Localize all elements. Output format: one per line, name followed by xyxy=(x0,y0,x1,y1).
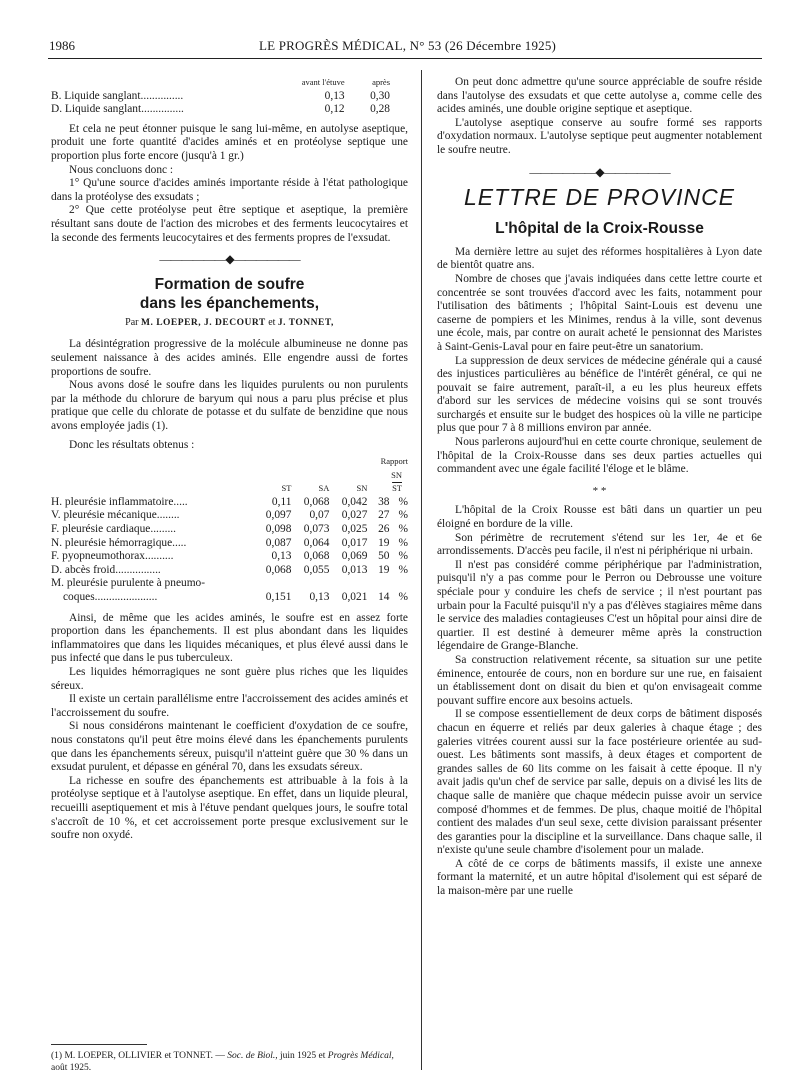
paragraph: Son périmètre de recrutement s'étend sur les 1er, 4e et 6e arrondissements. D'accès peu facile, il n'est ni périphérique ni urbain. xyxy=(437,531,762,558)
paragraph: La désintégration progressive de la molécule albumineuse ne donne pas seulement naissance à des acides aminés. Elle engendre aussi de fortes proportions de soufre. xyxy=(51,338,408,378)
paragraph: L'autolyse aseptique conserve au soufre formé ses rapports d'oxydation normaux. L'autolyse septique peut augmenter notablement le soufre neutre. xyxy=(437,116,762,156)
col-header-apres: après xyxy=(372,77,390,87)
results-table: Rapport SN ST SA SN $\overline{ST}$ H. pleurésie inflammatoire..... 0,11 0,068 0,042 38 % V. pleurésie mécanique........ 0,097 0,07 0,027 27 % F. pleurésie cardiaque......... 0,098 0,073 0,025 26 % N. pleurésie hémorragique..... 0,087 0,064 0,017 19 % F. pyopneumothorax.......... 0,13 0,068 0,069 50 % D. abcès froid................ 0,068 0,055 0,013 19 % M. pleurésie purulente à pneumo- coques...................... 0,151 0,13 0,021 14 % xyxy=(51,456,408,603)
col-header-avant: avant l'étuve xyxy=(301,77,345,87)
ornament-divider: ——————◆—————— xyxy=(159,252,300,267)
paragraph: Ma dernière lettre au sujet des réformes hospitalières à Lyon date de bientôt quatre ans. xyxy=(437,245,762,272)
footnote-rule xyxy=(51,1044,147,1045)
table-row: coques...................... 0,151 0,13 0,021 14 % xyxy=(63,591,408,603)
page-number: 1986 xyxy=(49,38,75,53)
paragraph: Les liquides hémorragiques ne sont guère plus riches que les liquides séreux. xyxy=(51,665,408,692)
paragraph: Nombre de choses que j'avais indiquées dans cette lettre courte et concentrée se sont trouvées d'accord avec les faits, notamment pour l'utilisation des bâtiments ; l'hôpital Saint-Louis est devenu une caserne de pompiers et les Minimes, rendus à la ville, sont devenus une école, mais, par contre on aurait acheté le pensionnat des Maristes à Saint-Genis-Laval pour en faire peut-être un sanatorium. xyxy=(437,272,762,353)
table-row: D. abcès froid................ 0,068 0,055 0,013 19 % xyxy=(51,563,408,576)
paragraph: Nous avons dosé le soufre dans les liquides purulents ou non purulents par la méthode du chlorure de baryum qui nous a paru plus précise et plus pratique que celle du chlorate de potasse et du sulfate de benzidine que nous avons employée jadis (1). xyxy=(51,379,408,432)
byline: Par M. LOEPER, J. DECOURT et J. TONNET, xyxy=(125,316,334,328)
ornament-divider: ——————◆—————— xyxy=(529,164,670,179)
table-row: F. pleurésie cardiaque......... 0,098 0,073 0,025 26 % xyxy=(51,523,408,536)
paragraph: On peut donc admettre qu'une source appréciable de soufre réside dans l'autolyse des exsudats et que cette autolyse a, comme celle des acides aminés, une double origine septique et aseptique. xyxy=(437,76,762,116)
paragraph: Si nous considérons maintenant le coefficient d'oxydation de ce soufre, nous constatons qu'il peut être moins élevé dans les épanchements purulents que dans les épanchements séreux, puisqu'il n'atteint guère que 30 % dans un exsudat purulent, et dépasse en général 70, dans les exsudats séreux. xyxy=(51,720,408,774)
table-row: F. pyopneumothorax.......... 0,13 0,068 0,069 50 % xyxy=(51,550,408,563)
paragraph: Nous parlerons aujourd'hui en cette courte chronique, seulement de l'hôpital de la Croix-Rousse dans ses deux parties actuelles qui commandent avec une égale facilité l'éloge et le blâme. xyxy=(437,436,762,476)
top-table xyxy=(51,76,408,117)
running-title: LE PROGRÈS MÉDICAL, N° 53 (26 Décembre 1925) xyxy=(259,38,557,53)
table-row: N. pleurésie hémorragique..... 0,087 0,064 0,017 19 % xyxy=(51,536,408,549)
paragraph: La richesse en soufre des épanchements est attribuable à la fois à la protéolyse septique et à l'autolyse aseptique. En effet, dans un liquide pleural, recueilli aseptiquement et mis à l'étuve pendant quelques jours, le soufre total s'accroît de 10 %, et cet accroissement porte presque exclusivement sur le soufre non oxydé. xyxy=(51,774,408,842)
paragraph: Ainsi, de même que les acides aminés, le soufre est en assez forte proportion dans les épanchements. Il est plus abondant dans les liquides inflammatoires que dans les liquides mécaniques, et plus élevé aussi dans le pus infecté que dans le pus tuberculeux. xyxy=(51,611,408,665)
paragraph: Il se compose essentiellement de deux corps de bâtiment disposés chacun en équerre et reliés par deux galeries à chaque étage ; des galeries vitrées courent aussi sur la face postérieure orientée au sud-ouest. Les bâtiments sont massifs, à deux étages et comportent de grandes salles de 60 lits comme on les faisait à cette époque. Il n'y avait jadis qu'un chef de service par salle, depuis on a divisé les lits de chaque salle de manière que chaque médecin puisse avoir un service composé d'hommes et de femmes. De plus, chaque moitié de l'hôpital contient des malades d'un seul sexe, cette division paraissant présenter des garanties pour la discipline et la surveillance. Dans chaque salle, il n'existe qu'une seule chambre d'isolement pour un malade. xyxy=(437,708,762,857)
table-row: D. Liquide sanglant............... 0,12 0,28 xyxy=(51,103,390,116)
section-title: LETTRE DE PROVINCE xyxy=(463,184,736,211)
section-stars: * * xyxy=(592,484,607,497)
paragraph: Sa construction relativement récente, sa situation sur une petite éminence, entourée de cours, non en bordure sur une rue, en faisaient un établissement dont on disait du bien et qu'on envisageait comme pouvant suffire encore aux besoins actuels. xyxy=(437,653,762,707)
right-column xyxy=(437,76,762,899)
paragraph: A côté de ce corps de bâtiments massifs, il existe une annexe formant la maternité, et un autre hôpital d'isolement qui est séparé de la maison-mère par une ruelle xyxy=(437,857,762,898)
column-divider xyxy=(421,70,422,1070)
paragraph: Donc les résultats obtenus : xyxy=(69,439,195,452)
header-rule xyxy=(48,58,762,59)
article-title: Formation de soufre dans les épanchements, xyxy=(139,275,320,312)
paragraph: 1° Qu'une source d'acides aminés importante réside à l'état pathologique dans la protéolyse des exsudats ; xyxy=(51,177,408,203)
footnote: (1) M. LOEPER, OLLIVIER et TONNET. — Soc. de Biol., juin 1925 et Progrès Médical, août 1925. xyxy=(51,1051,394,1073)
paragraph: Nous concluons donc : xyxy=(69,163,174,176)
paragraph: Et cela ne peut étonner puisque le sang lui-même, en autolyse aseptique, produit une forte quantité d'acides aminés et en protéolyse septique une proportion plus forte encore (jusqu'à 1 gr.) xyxy=(51,122,408,162)
paragraph: Il n'est pas considéré comme périphérique par l'administration, puisqu'il n'y a pas comme pour le Perron ou Debrousse une voiture spéciale pour y conduire les chefs de service ; il n'est pourtant pas urbain pour la Faculté puisqu'il n'y a pas d'élèves stagiaires même dans le service des maladies contagieuses C'est un hôpital pour ainsi dire de quartier. Il est destiné à demeurer même après la construction légendaire de Grange-Blanche. xyxy=(437,558,762,653)
paragraph: 2° Que cette protéolyse peut être septique et aseptique, la première résultant sans doute de l'action des microbes et des ferments leucocytaires et la seconde des ferments leucocytaires et des ferments propres de l'exsudat. xyxy=(51,204,408,244)
paragraph: La suppression de deux services de médecine générale qui a causé des injustices particulières au bénéfice de l'intérêt général, ce qui ne pouvait se faire autrement, paraît-il, a eu les plus heureux effets d'abord sur les services de médecine voisins qui se sont trouvés surchargés et ensuite sur le budget des hospices où la ville ne participe plus que pour 7 à 8 millions environ par année. xyxy=(437,354,762,435)
article-title: L'hôpital de la Croix-Rousse xyxy=(495,219,704,237)
table-row: B. Liquide sanglant............... 0,13 0,30 xyxy=(51,89,390,102)
paragraph: Il existe un certain parallélisme entre l'accroissement des acides aminés et l'accroissement du soufre. xyxy=(51,693,408,719)
paragraph: L'hôpital de la Croix Rousse est bâti dans un quartier un peu éloigné en bordure de la ville. xyxy=(437,504,762,531)
table-row: V. pleurésie mécanique........ 0,097 0,07 0,027 27 % xyxy=(51,509,408,522)
left-column xyxy=(51,76,408,843)
table-row: H. pleurésie inflammatoire..... 0,11 0,068 0,042 38 % xyxy=(51,495,408,508)
